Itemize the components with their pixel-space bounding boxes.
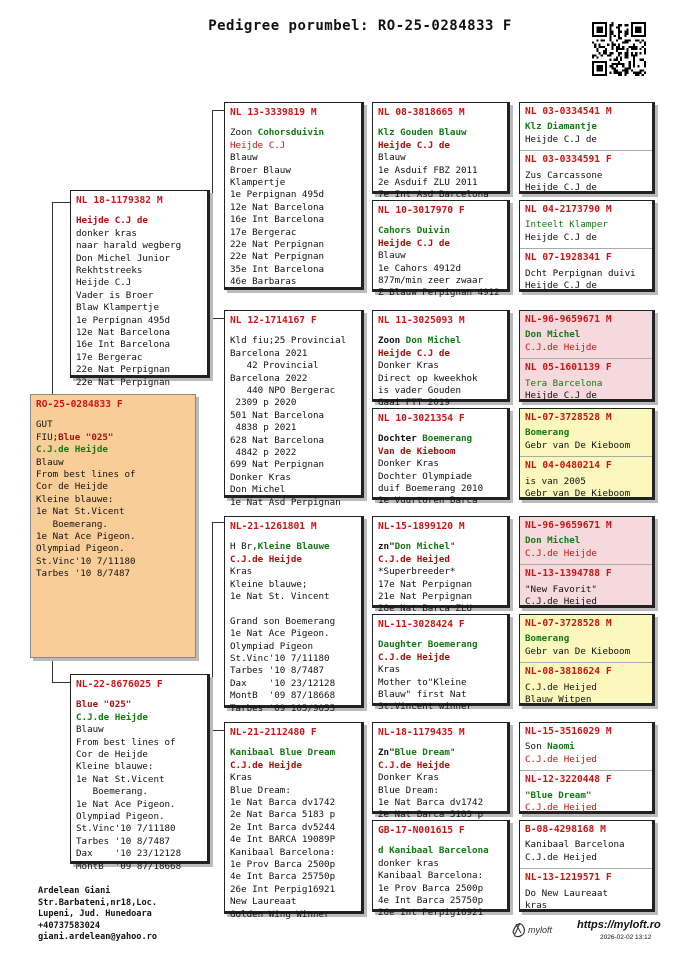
page-title: Pedigree porumbel: RO-25-0284833 F: [208, 18, 512, 34]
grandparent-name: Kanibaal Blue Dream: [230, 747, 336, 759]
great-grandparent-breeder: C.J.de Heijed: [378, 553, 450, 565]
great-grandparent-card[interactable]: [372, 820, 510, 919]
sire-name: Heijde C.J de: [76, 215, 148, 227]
great-grandparent-details: *Superbreeder* 17e Nat Perpignan 21e Nat Perpignan 28e Nat Barca ZLU: [378, 566, 473, 615]
grandparent-details: Blauw Broer Blauw Klampertje 1e Perpignan 495d 12e Nat Barcelona 16e Int Barcelona 17e Bergerac 22e Nat Perpignan 22e Nat Perpignan 35e Int Barcelona 46e Barbaras: [230, 152, 325, 288]
great-great-grandparent-card[interactable]: [519, 820, 655, 912]
sire-card[interactable]: [70, 190, 210, 388]
ancestor-name: Inteelt Klamper: [525, 219, 608, 231]
grandparent-ring: NL-21-2112480 F: [230, 727, 317, 738]
owner-name: Ardelean Giani: [38, 886, 111, 896]
ancestor-details: Kanibaal Barcelona C.J.de Heijed: [525, 839, 625, 863]
great-grandparent-ring: NL-11-3028424 F: [378, 619, 465, 630]
card-divider: [520, 564, 652, 565]
sire-details: donker kras naar harald wegberg Don Michel Junior Rekhtstreeks Heijde C.J Vader is Broer Blaw Klampertje 1e Perpignan 495d 12e Nat Barcelona 16e Int Barcelona 17e Bergerac 22e Nat Perpignan 22e Nat Perpignan: [76, 227, 182, 388]
owner-address: Str.Barbateni,nr18,Loc.: [38, 897, 157, 908]
ancestor-name: Don Michel: [525, 329, 581, 341]
ancestor-ring: NL 03-0334541 M: [525, 106, 612, 117]
owner-city: Lupeni, Jud. Hunedoara: [38, 909, 152, 919]
logo-text: myloft: [528, 925, 553, 935]
subject-details: Blauw From best lines of Cor de Heijde Kleine blauwe: 1e Nat St.Vicent Boemerang. 1e Nat Ace Pigeon. Olympiad Pigeon. St.Vinc'10 7/11180 Tarbes '10 8/7487: [36, 456, 136, 580]
great-grandparent-breeder: Van de Kieboom: [378, 445, 456, 457]
great-grandparent-ring: NL-15-1899120 M: [378, 521, 465, 532]
ancestor-details: is van 2005 Gebr van De Kieboom: [525, 475, 631, 500]
ancestor-ring: NL 04-0480214 F: [525, 460, 612, 472]
grandparent-details: Kld fiu;25 Provincial Barcelona 2021 42 Provincial Barcelona 2022 440 NPO Bergerac 2309 p 2020 501 Nat Barcelona 4838 p 2021 628 Nat Barcelona 4842 p 2022 699 Nat Perpignan Donker Kras Don Michel 1e Nat Asd Perpignan: [230, 335, 347, 508]
sire-ring: NL 18-1179382 M: [76, 195, 163, 206]
ancestor-ring: NL-07-3728528 M: [525, 618, 612, 629]
card-divider: [520, 456, 652, 457]
card-divider: [520, 770, 652, 771]
great-grandparent-breeder: C.J.de Heijde: [378, 651, 450, 663]
ancestor-ring: NL 05-1601139 F: [525, 362, 612, 374]
great-grandparent-name: Zn"Blue Dream": [378, 747, 456, 759]
card-divider: [520, 150, 652, 151]
great-great-grandparent-card[interactable]: [519, 516, 655, 608]
great-grandparent-details: Kras Mother to"Kleine Blauw" first Nat St.Vincent winner: [378, 664, 473, 713]
grandparent-card[interactable]: [224, 310, 364, 508]
ancestor-breeder: C.J.de Heijed: [525, 753, 597, 765]
great-great-grandparent-card[interactable]: [519, 408, 655, 500]
great-grandparent-details: Donker Kras Direct op kweekhok is vader Gouden Gaai FTT 2019: [378, 360, 478, 409]
ancestor-details: Gebr van De Kieboom: [525, 439, 631, 451]
card-divider: [520, 662, 652, 663]
grandparent-ring: NL 12-1714167 F: [230, 315, 317, 326]
ancestor-ring: NL-08-3818624 F: [525, 666, 612, 678]
dam-card[interactable]: [70, 674, 210, 872]
ancestor-breeder: C.J.de Heijde: [525, 547, 597, 559]
ancestor-details: Zus Carcassone Heijde C.J de: [525, 169, 603, 194]
myloft-logo-icon: [510, 918, 565, 940]
great-grandparent-breeder: Heijde C.J de: [378, 139, 450, 151]
great-grandparent-ring: NL 08-3818665 M: [378, 107, 465, 118]
great-grandparent-details: Blauw 1e Cahors 4912d 877m/min zeer zwaar Z Blauw Perpignan 4912: [378, 250, 500, 299]
subject-line: GUT: [36, 419, 53, 431]
ancestor-name: Bomerang: [525, 427, 570, 439]
great-grandparent-name: Klz Gouden Blauw: [378, 127, 467, 139]
ancestor-ring: B-08-4298168 M: [525, 824, 606, 835]
great-great-grandparent-card[interactable]: [519, 102, 655, 194]
great-grandparent-details: Donker Kras Blue Dream: 1e Nat Barca dv1742 2e Nat Barca 5183 p: [378, 772, 484, 821]
dam-breeder: C.J.de Heijde: [76, 711, 148, 723]
great-grandparent-breeder: Heijde C.J de: [378, 237, 450, 249]
grandparent-ring: NL 13-3339819 M: [230, 107, 317, 118]
great-grandparent-ring: NL 10-3021354 F: [378, 413, 465, 424]
ancestor-details: Heijde C.J de: [525, 231, 597, 243]
great-grandparent-name: d Kanibaal Barcelona: [378, 845, 489, 857]
subject-card[interactable]: [30, 394, 196, 658]
great-grandparent-ring: GB-17-N001615 F: [378, 825, 465, 836]
ancestor-ring: NL-15-3516029 M: [525, 726, 612, 737]
great-grandparent-card[interactable]: [372, 310, 510, 409]
ancestor-details: "New Favorit" C.J.de Heijed: [525, 583, 597, 608]
great-great-grandparent-card[interactable]: [519, 722, 655, 814]
great-grandparent-breeder: C.J.de Heijde: [378, 759, 450, 771]
great-great-grandparent-card[interactable]: [519, 614, 655, 706]
owner-email[interactable]: giani.ardelean@yahoo.ro: [38, 932, 157, 942]
ancestor-details: Heijde C.J de: [525, 390, 597, 402]
ancestor-name: Klz Diamantje: [525, 121, 597, 133]
ancestor-ring: NL-12-3220448 F: [525, 774, 612, 786]
great-great-grandparent-card[interactable]: [519, 310, 655, 402]
great-grandparent-card[interactable]: [372, 722, 510, 821]
ancestor-details: Heijde C.J de: [525, 133, 597, 145]
grandparent-breeder: C.J.de Heijde: [230, 759, 302, 771]
ancestor-details: Dcht Perpignan duivi Heijde C.J de: [525, 267, 636, 292]
ancestor-ring: NL 04-2173790 M: [525, 204, 612, 215]
print-date: 2026-02-02 13:12: [600, 934, 652, 941]
card-divider: [520, 358, 652, 359]
grandparent-details: Kras Blue Dream: 1e Nat Barca dv1742 2e Nat Barca 5183 p 2e Int Barca dv5244 4e Int BARCA 19089P Kanibaal Barcelona: 1e Prov Barca 2500p 4e Int Barca 25750p 26e Int Perpig16921 New Laureaat Golden Wing Winner: [230, 772, 336, 920]
great-grandparent-ring: NL 10-3017970 F: [378, 205, 465, 216]
dam-name: Blue "025": [76, 699, 132, 711]
card-divider: [520, 868, 652, 869]
subject-breeder: C.J.de Heijde: [36, 444, 108, 456]
great-grandparent-details: donker kras Kanibaal Barcelona: 1e Prov Barca 2500p 4e Int Barca 25750p 26e Int Perpig16921: [378, 857, 484, 919]
grandparent-ring: NL-21-1261801 M: [230, 521, 317, 532]
ancestor-breeder: C.J.de Heijde: [525, 341, 597, 353]
ancestor-details: C.J.de Heijed Blauw Witpen: [525, 681, 597, 706]
grandparent-card[interactable]: [224, 722, 364, 920]
owner-info: [38, 886, 157, 944]
ancestor-name: Don Michel: [525, 535, 581, 547]
grandparent-breeder: C.J.de Heijde: [230, 553, 302, 565]
great-grandparent-name: Dochter Boemerang: [378, 433, 473, 445]
ancestor-ring: NL-07-3728528 M: [525, 412, 612, 423]
ancestor-details: Gebr van De Kieboom: [525, 645, 631, 657]
great-grandparent-breeder: Heijde C.J de: [378, 347, 450, 359]
ancestor-ring: NL-96-9659671 M: [525, 520, 612, 531]
great-grandparent-details: Donker Kras Dochter Olympiade duif Boemerang 2010 1e Vuurtoren Barca: [378, 458, 484, 507]
ancestor-ring: NL 03-0334591 F: [525, 154, 612, 166]
great-grandparent-card[interactable]: [372, 200, 510, 299]
qr-code-icon: [592, 22, 646, 76]
great-grandparent-name: Cahors Duivin: [378, 225, 450, 237]
grandparent-name: H Br,Kleine Blauwe: [230, 541, 330, 553]
card-divider: [520, 248, 652, 249]
great-grandparent-name: Zoon Don Michel: [378, 335, 461, 347]
grandparent-card[interactable]: [224, 102, 364, 290]
ancestor-name: Bomerang: [525, 633, 570, 645]
dam-ring: NL-22-8676025 F: [76, 679, 163, 690]
great-grandparent-card[interactable]: [372, 408, 510, 507]
ancestor-ring: NL-96-9659671 M: [525, 314, 612, 325]
great-grandparent-ring: NL 11-3025093 M: [378, 315, 465, 326]
ancestor-name: "Blue Dream": [525, 789, 592, 801]
great-grandparent-details: Blauw 1e Asduif FBZ 2011 2e Asduif ZLU 2011 7e Int Asd Barcelona: [378, 152, 489, 201]
grandparent-details: Kras Kleine blauwe; 1e Nat St. Vincent Grand son Boemerang 1e Nat Ace Pigeon. Olympiad Pigeon St.Vinc'10 7/11180 Tarbes '10 8/7487 Dax '10 23/12128 MontB '09 87/18668 Tarbes '09 105/9055: [230, 566, 336, 714]
great-grandparent-name: zn"Don Michel": [378, 541, 456, 553]
ancestor-name: Son Naomi: [525, 741, 575, 753]
great-great-grandparent-card[interactable]: [519, 200, 655, 292]
site-link[interactable]: https://myloft.ro: [577, 919, 661, 931]
owner-phone: +40737583024: [38, 920, 101, 931]
subject-fiu: FIU;Blue "025": [36, 431, 114, 443]
great-grandparent-ring: NL-18-1179435 M: [378, 727, 465, 738]
ancestor-ring: NL-13-1219571 F: [525, 872, 612, 884]
ancestor-breeder: C.J.de Heijed: [525, 802, 597, 814]
grandparent-card[interactable]: [224, 516, 364, 714]
ancestor-name: Tera Barcelona: [525, 377, 603, 389]
ancestor-ring: NL-13-1394788 F: [525, 568, 612, 580]
grandparent-name: Zoon Cohorsduivin: [230, 127, 325, 139]
great-grandparent-card[interactable]: [372, 516, 510, 615]
grandparent-breeder: Heijde C.J: [230, 139, 286, 151]
great-grandparent-card[interactable]: [372, 614, 510, 713]
dam-details: Blauw From best lines of Cor de Heijde Kleine blauwe: 1e Nat St.Vicent Boemerang. 1e Nat Ace Pigeon. Olympiad Pigeon. St.Vinc'10 7/11180 Tarbes '10 8/7487 Dax '10 23/12128 MontB '09 87/18668: [76, 724, 182, 872]
subject-ring: RO-25-0284833 F: [36, 399, 123, 410]
ancestor-details: Do New Laureaat kras: [525, 887, 608, 912]
great-grandparent-name: Daughter Boemerang: [378, 639, 478, 651]
ancestor-ring: NL 07-1928341 F: [525, 252, 612, 264]
great-grandparent-card[interactable]: [372, 102, 510, 201]
